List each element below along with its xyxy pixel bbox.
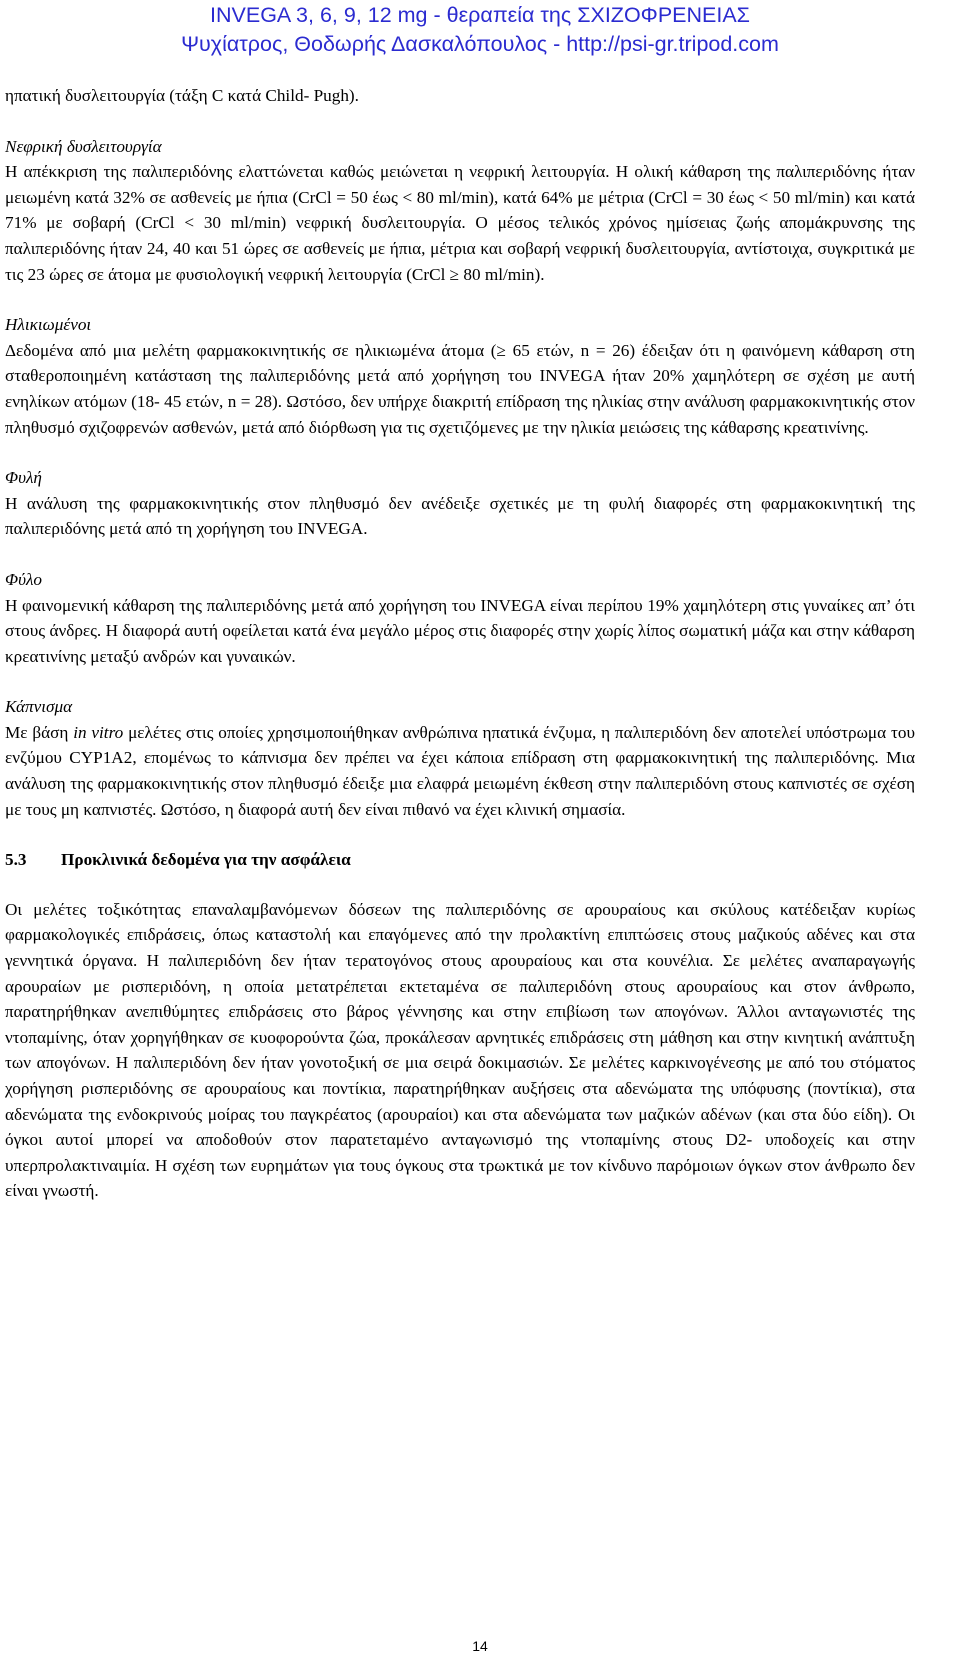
smoking-heading: Κάπνισμα: [5, 697, 73, 717]
gender-heading: Φύλο: [5, 569, 43, 589]
intro-fragment: ηπατική δυσλειτουργία (τάξη C κατά Child- Pugh).: [5, 86, 359, 105]
renal-paragraph: Η απέκκριση της παλιπεριδόνης ελαττώνεται καθώς μειώνεται η νεφρική λειτουργία. Η ολική κάθαρση της παλιπεριδόνης ήταν μειωμένη κατά 32% σε ασθενείς με ήπια (CrCl = 50 έως < 80 ml/min), κατά 64% με μέτρια (CrCl = 30 έως < 50 ml/min) και κατά 71% με σοβαρή (CrCl < 30 ml/min) νεφρική δυσλειτουργία. Ο μέσος τελικός χρόνος ημίσειας ζωής απομάκρυνσης της παλιπεριδόνης ήταν 24, 40 και 51 ώρες σε ασθενείς με ήπια, μέτρια και σοβαρή νεφρική δυσλειτουργία, αντίστοιχα, συγκριτικά με τις 23 ώρες σε άτομα με φυσιολογική νεφρική λειτουργία (CrCl ≥ 80 ml/min).: [5, 162, 915, 284]
elderly-heading: Ηλικιωμένοι: [5, 315, 92, 335]
smoking-paragraph: [5, 720, 915, 822]
section-number: 5.3: [5, 850, 27, 870]
section-heading-5-3: [5, 847, 915, 873]
race-heading: Φυλή: [5, 468, 42, 488]
smoking-text-pre: Με βάση: [5, 722, 74, 742]
smoking-text-italic: in vitro: [73, 722, 124, 742]
header-title: INVEGA 3, 6, 9, 12 mg - θεραπεία της ΣΧΙΖΟΦΡΕΝΕΙΑΣ: [210, 3, 750, 27]
page-number: 14: [472, 1638, 488, 1654]
header-author-line: Ψυχίατρος, Θοδωρής Δασκαλόπουλος - http://psi-gr.tripod.com: [181, 32, 779, 56]
smoking-text-post: μελέτες στις οποίες χρησιμοποιήθηκαν ανθρώπινα ηπατικά ένζυμα, η παλιπεριδόνη δεν αποτελεί υπόστρωμα του ενζύμου CYP1A2, επομένως το κάπνισμα δεν πρέπει να έχει κάποια επίδραση στη φαρμακοκινητική της παλιπεριδόνης. Μια ανάλυση της φαρμακοκινητικής στον πληθυσμό έδειξε μια ελαφρά μειωμένη έκθεση στην παλιπεριδόνη στους καπνιστές σε σχέση με τους μη καπνιστές. Ωστόσο, η διαφορά αυτή δεν είναι πιθανό να έχει κλινική σημασία.: [5, 722, 915, 819]
renal-heading: Νεφρική δυσλειτουργία: [5, 136, 162, 156]
gender-paragraph: Η φαινομενική κάθαρση της παλιπεριδόνης μετά από χορήγηση του INVEGA είναι περίπου 19% χαμηλότερη στις γυναίκες απ’ ότι στους άνδρες. Η διαφορά αυτή οφείλεται κατά ένα μεγάλο μέρος στις διαφορές στην χωρίς λίπος σωματική μάζα και στην κάθαρση κρεατινίνης μεταξύ ανδρών και γυναικών.: [5, 595, 915, 666]
race-paragraph: Η ανάλυση της φαρμακοκινητικής στον πληθυσμό δεν ανέδειξε σχετικές με τη φυλή διαφορές στη φαρμακοκινητική της παλιπεριδόνης μετά από τη χορήγηση του INVEGA.: [5, 493, 915, 539]
document-body: [5, 83, 915, 1204]
preclinical-paragraph: Οι μελέτες τοξικότητας επαναλαμβανόμενων δόσεων της παλιπεριδόνης σε αρουραίους και σκύλους κατέδειξαν κυρίως φαρμακολογικές επιδράσεις, όπως καταστολή και επαγόμενες από την προλακτίνη επιπτώσεις στους μαζικούς αδένες και στα γεννητικά όργανα. Η παλιπεριδόνη δεν ήταν τερατογόνος στους αρουραίους και στα κουνέλια. Σε μελέτες αναπαραγωγής αρουραίων με ρισπεριδόνη, η οποία μετατρέπεται εκτεταμένα σε παλιπεριδόνη στους αρουραίους και στον άνθρωπο, παρατηρήθηκαν ανεπιθύμητες επιδράσεις στο βάρος γέννησης και στην επιβίωση των απογόνων. Άλλοι ανταγωνιστές της ντοπαμίνης, όταν χορηγήθηκαν σε κυοφορούντα ζώα, προκάλεσαν αρνητικές επιδράσεις στη μάθηση και στην κινητική ανάπτυξη των απογόνων. Η παλιπεριδόνη δεν ήταν γονοτοξική σε μια σειρά δοκιμασιών. Σε μελέτες καρκινογένεσης με από του στόματος χορήγηση ρισπεριδόνης σε αρουραίους και ποντίκια, παρατηρήθηκαν αυξήσεις στα αδενώματα της υπόφυσης (ποντίκια), στα αδενώματα της ενδοκρινούς μοίρας του παγκρέατος (αρουραίοι) και στα αδενώματα των μαζικών αδένων (και στα δύο είδη). Οι όγκοι αυτοί μπορεί να αποδοθούν στον παρατεταμένο ανταγωνισμό της ντοπαμίνης στους D2- υποδοχείς και στην υπερπρολακτιναιμία. Η σχέση των ευρημάτων για τους όγκους στα τρωκτικά με τον κίνδυνο παρόμοιων όγκων στον άνθρωπο δεν είναι γνωστή.: [5, 899, 915, 1201]
elderly-paragraph: Δεδομένα από μια μελέτη φαρμακοκινητικής σε ηλικιωμένα άτομα (≥ 65 ετών, n = 26) έδειξαν ότι η φαινόμενη κάθαρση στη σταθεροποιημένη κατάσταση της παλιπεριδόνης μετά από χορήγηση του INVEGA ήταν 20% χαμηλότερη σε σχέση με αυτή ενηλίκων ατόμων (18- 45 ετών, n = 28). Ωστόσο, δεν υπήρχε διακριτή επίδραση της ηλικίας στην ανάλυση φαρμακοκινητικής στον πληθυσμό σχιζοφρενών ασθενών, μετά από διόρθωση για τις σχετιζόμενες με την ηλικία μειώσεις της κάθαρσης κρεατινίνης.: [5, 340, 915, 437]
section-title: Προκλινικά δεδομένα για την ασφάλεια: [61, 850, 351, 870]
